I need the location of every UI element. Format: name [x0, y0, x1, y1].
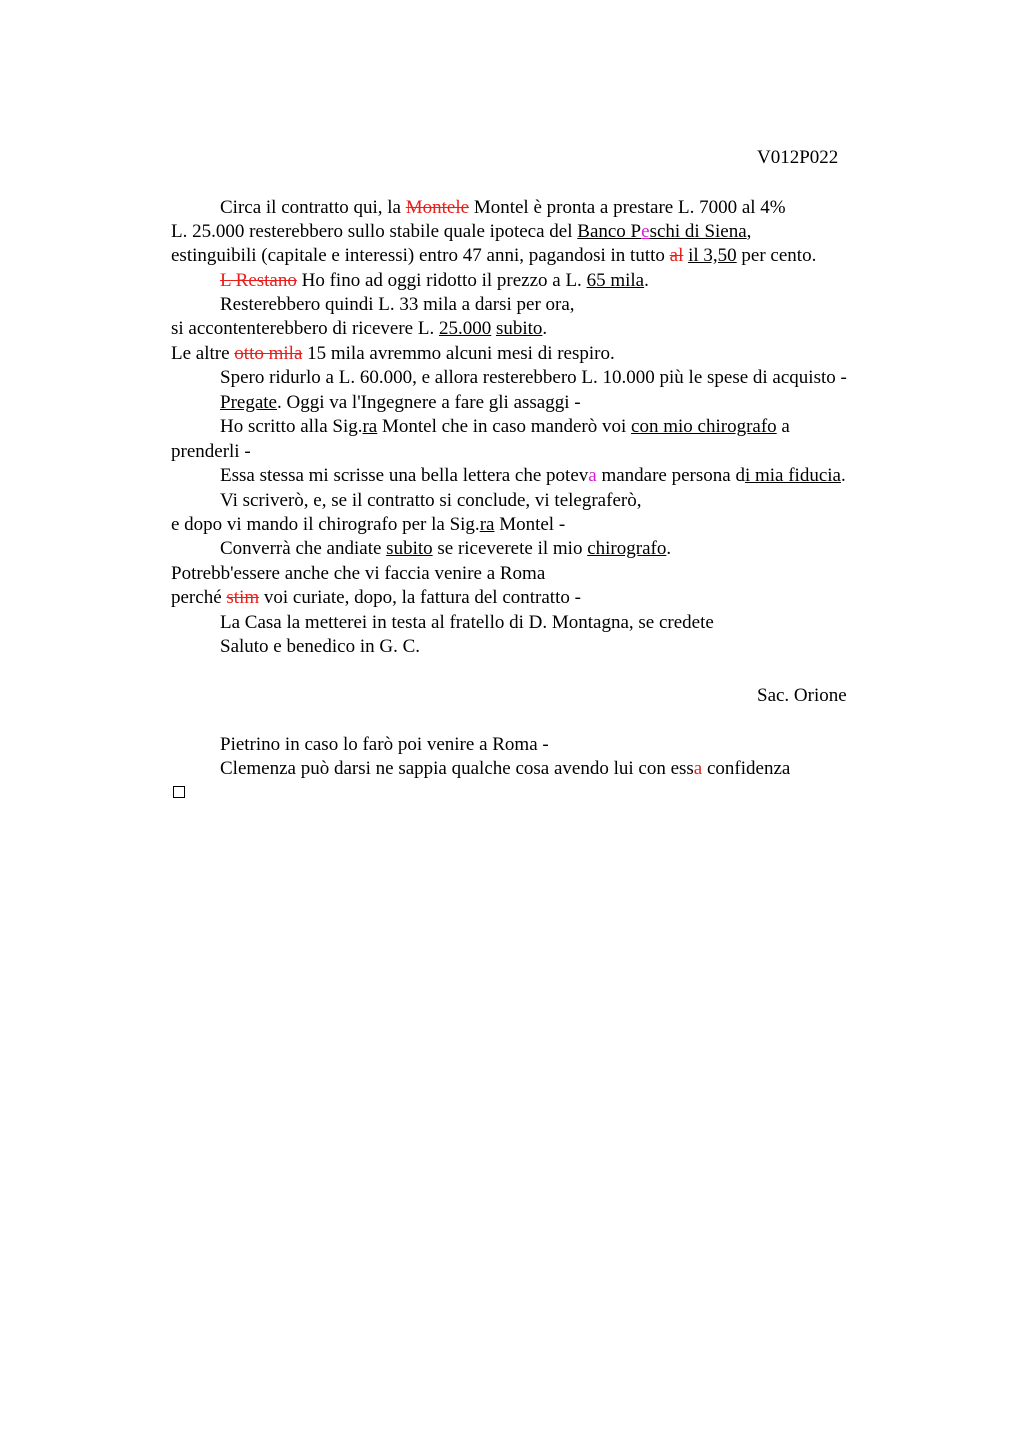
- text-segment: voi curiate, dopo, la fattura del contratto -: [259, 587, 581, 608]
- postscript-line: [220, 733, 549, 757]
- letter-line: [171, 586, 581, 610]
- text-segment: .: [542, 318, 548, 339]
- text-segment: Clemenza può darsi ne sappia qualche cosa avendo lui con ess: [220, 758, 694, 779]
- text-segment: a: [776, 416, 790, 437]
- letter-line: [220, 293, 575, 317]
- text-segment: Montel che in caso manderò voi: [377, 416, 632, 437]
- text-segment: ,: [746, 221, 752, 242]
- text-segment: se riceverete il mio: [432, 538, 588, 559]
- text-segment-del: L Restano: [220, 270, 297, 291]
- text-segment-u: 25.000: [438, 318, 492, 339]
- text-segment: Converrà che andiate: [220, 538, 387, 559]
- text-segment-u: Banco P: [577, 221, 642, 242]
- letter-line: [171, 513, 565, 537]
- text-segment-u: ra: [479, 514, 495, 535]
- text-segment-u: schi di Siena: [649, 221, 747, 242]
- letter-line: [171, 317, 547, 341]
- letter-line: [220, 269, 649, 293]
- text-segment: Potrebb'essere anche che vi faccia venire a Roma: [171, 563, 546, 584]
- letter-line: [171, 220, 751, 244]
- letter-line: [171, 562, 545, 586]
- text-segment: Montel è pronta a prestare L. 7000 al 4%: [469, 197, 786, 218]
- text-segment: 15 mila avremmo alcuni mesi di respiro.: [302, 343, 615, 364]
- text-segment-red: a: [693, 758, 703, 779]
- text-segment-del: stim: [226, 587, 260, 608]
- letter-line: [220, 366, 847, 390]
- text-segment: Ho scritto alla Sig.: [220, 416, 363, 437]
- letter-line: [220, 391, 581, 415]
- text-segment: Pietrino in caso lo farò poi venire a Roma -: [220, 734, 549, 755]
- letter-line: [171, 244, 816, 268]
- text-segment: e dopo vi mando il chirografo per la Sig.: [171, 514, 480, 535]
- letter-line: [220, 196, 786, 220]
- text-segment: Le altre: [171, 343, 235, 364]
- text-segment: La Casa la metterei in testa al fratello di D. Montagna, se credete: [220, 612, 714, 633]
- letter-line: [220, 464, 846, 488]
- text-segment-u-mag: e: [641, 221, 650, 242]
- text-segment-mag: a: [588, 465, 597, 486]
- text-segment: .: [666, 538, 672, 559]
- text-segment: . Oggi va l'Ingegnere a fare gli assaggi -: [276, 392, 581, 413]
- letter-line: [220, 635, 420, 659]
- text-segment: prenderli -: [171, 441, 251, 462]
- text-segment-del: al: [669, 245, 684, 266]
- text-segment-u: chirografo: [587, 538, 667, 559]
- text-segment: Vi scriverò, e, se il contratto si conclude, vi telegraferò,: [220, 490, 642, 511]
- text-segment: estinguibili (capitale e interessi) entro 47 anni, pagandosi in tutto: [171, 245, 670, 266]
- text-segment: Montel -: [494, 514, 566, 535]
- text-segment-u: i mia fiducia: [744, 465, 841, 486]
- text-segment: .: [840, 465, 846, 486]
- text-segment: Ho fino ad oggi ridotto il prezzo a L.: [296, 270, 587, 291]
- text-segment-u: Pregate: [220, 392, 277, 413]
- letter-line: [171, 440, 251, 464]
- text-segment: perché: [171, 587, 227, 608]
- text-segment-u: 65 mila: [586, 270, 645, 291]
- letter-line: [171, 342, 615, 366]
- postscript-line: [220, 757, 790, 781]
- letter-line: [220, 489, 641, 513]
- text-segment: mandare persona d: [596, 465, 745, 486]
- text-segment: Saluto e benedico in G. C.: [220, 636, 420, 657]
- text-segment: Spero ridurlo a L. 60.000, e allora resterebbero L. 10.000 più le spese di acquisto -: [220, 367, 847, 388]
- text-segment-u: con mio chirografo: [631, 416, 777, 437]
- text-segment: L. 25.000 resterebbero sullo stabile quale ipoteca del: [171, 221, 578, 242]
- text-segment: si accontenterebbero di ricevere L.: [171, 318, 439, 339]
- text-segment: Essa stessa mi scrisse una bella lettera che potev: [220, 465, 589, 486]
- document-id: V012P022: [757, 147, 839, 168]
- letter-line: [220, 537, 671, 561]
- text-segment-u: subito: [386, 538, 433, 559]
- checkbox-square-icon: [173, 786, 185, 798]
- text-segment-del: otto mila: [234, 343, 303, 364]
- text-segment: confidenza: [702, 758, 791, 779]
- text-segment-u: ra: [362, 416, 378, 437]
- text-segment: per cento.: [736, 245, 817, 266]
- text-segment-del: Montele: [405, 197, 470, 218]
- text-segment: Resterebbero quindi L. 33 mila a darsi per ora,: [220, 294, 575, 315]
- text-segment-u: il 3,50: [688, 245, 737, 266]
- text-segment: .: [644, 270, 649, 291]
- text-segment: Circa il contratto qui, la: [220, 197, 406, 218]
- text-segment-u: subito: [495, 318, 543, 339]
- letter-line: [220, 611, 714, 635]
- signature: Sac. Orione: [757, 685, 847, 706]
- letter-line: [220, 415, 790, 439]
